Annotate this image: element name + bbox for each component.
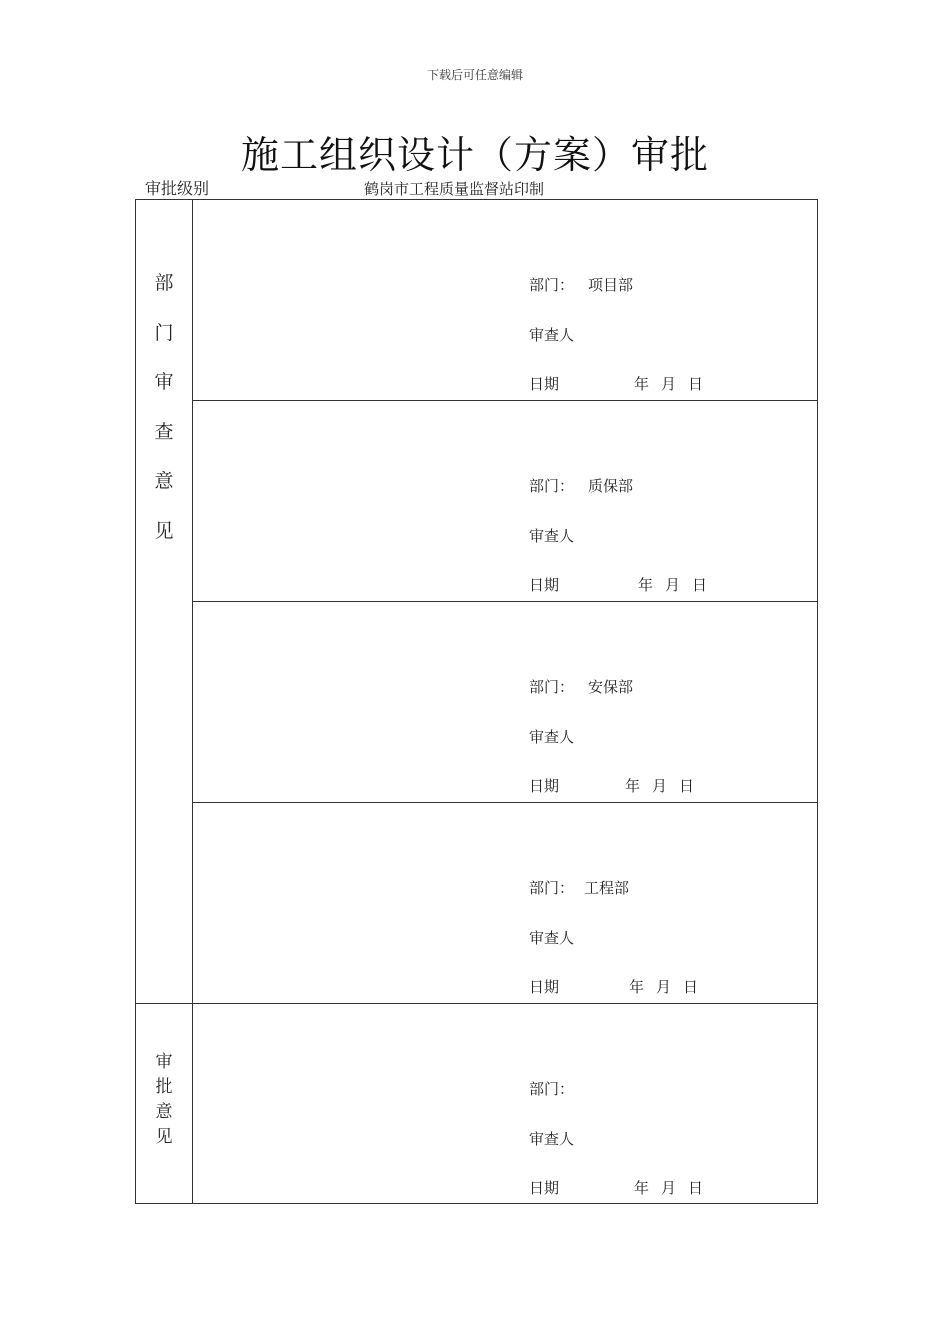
reviewer-label: 审查人 bbox=[529, 326, 575, 344]
date-year: 年 bbox=[634, 375, 650, 393]
review-label-char: 门 bbox=[154, 321, 174, 344]
department-name: 安保部 bbox=[588, 678, 634, 696]
date-month: 月 bbox=[661, 375, 677, 393]
date-parts bbox=[634, 1177, 703, 1198]
reviewer-field bbox=[529, 525, 574, 546]
document-title: 施工组织设计（方案）审批 bbox=[240, 133, 709, 177]
date-parts bbox=[638, 574, 707, 595]
date-month: 月 bbox=[661, 1179, 677, 1197]
review-label-char: 部 bbox=[154, 272, 174, 294]
reviewer-label: 审查人 bbox=[529, 1130, 575, 1148]
date-year: 年 bbox=[638, 576, 654, 594]
department-name: 工程部 bbox=[584, 879, 630, 897]
department-label: 部门： bbox=[529, 477, 575, 495]
department-field bbox=[529, 676, 633, 697]
approval-level-label: 审批级别 bbox=[145, 179, 210, 198]
department-field bbox=[529, 475, 633, 496]
date-day: 日 bbox=[688, 375, 704, 393]
department-name: 质保部 bbox=[588, 477, 634, 495]
review-row-project bbox=[193, 200, 817, 400]
review-label-char: 审 bbox=[154, 371, 174, 394]
department-field bbox=[529, 274, 633, 295]
approval-label-char: 意 bbox=[155, 1102, 173, 1122]
approval-row bbox=[193, 1004, 817, 1204]
date-year: 年 bbox=[629, 978, 645, 996]
date-year: 年 bbox=[634, 1179, 650, 1197]
approval-label-char: 批 bbox=[155, 1077, 173, 1097]
date-month: 月 bbox=[656, 978, 672, 996]
date-label: 日期 bbox=[529, 1179, 560, 1197]
date-field bbox=[529, 1177, 559, 1198]
date-year: 年 bbox=[625, 777, 641, 795]
reviewer-label: 审查人 bbox=[529, 527, 575, 545]
department-label: 部门： bbox=[529, 276, 575, 294]
review-label-char: 见 bbox=[154, 519, 174, 542]
department-label: 部门： bbox=[529, 1080, 575, 1098]
date-month: 月 bbox=[652, 777, 668, 795]
department-label: 部门： bbox=[529, 678, 575, 696]
department-label: 部门： bbox=[529, 879, 575, 897]
date-parts bbox=[625, 775, 694, 796]
department-name: 项目部 bbox=[588, 276, 634, 294]
department-field bbox=[529, 1078, 584, 1099]
review-row-engineering bbox=[193, 803, 817, 1003]
date-parts bbox=[629, 976, 698, 997]
date-label: 日期 bbox=[529, 375, 560, 393]
date-field bbox=[529, 976, 559, 997]
review-row-safety bbox=[193, 602, 817, 802]
date-day: 日 bbox=[692, 576, 708, 594]
reviewer-field bbox=[529, 726, 574, 747]
date-parts bbox=[634, 373, 703, 394]
printer-label: 鹤岗市工程质量监督站印制 bbox=[364, 180, 545, 198]
date-day: 日 bbox=[688, 1179, 704, 1197]
date-label: 日期 bbox=[529, 576, 560, 594]
review-row-quality bbox=[193, 401, 817, 601]
date-label: 日期 bbox=[529, 777, 560, 795]
reviewer-label: 审查人 bbox=[529, 929, 575, 947]
review-label-char: 意 bbox=[154, 470, 174, 493]
date-field bbox=[529, 373, 559, 394]
department-field bbox=[529, 877, 629, 898]
reviewer-field bbox=[529, 927, 574, 948]
top-note: 下载后可任意编辑 bbox=[426, 68, 523, 82]
date-label: 日期 bbox=[529, 978, 560, 996]
approval-label-char: 见 bbox=[155, 1127, 173, 1147]
approval-section-label bbox=[136, 1050, 192, 1150]
date-day: 日 bbox=[683, 978, 699, 996]
date-field bbox=[529, 775, 559, 796]
review-label-char: 查 bbox=[154, 420, 174, 443]
review-section-label bbox=[136, 259, 192, 557]
reviewer-field bbox=[529, 1128, 574, 1149]
reviewer-field bbox=[529, 324, 574, 345]
date-month: 月 bbox=[665, 576, 681, 594]
approval-form-table bbox=[135, 199, 818, 1204]
approval-label-char: 审 bbox=[155, 1052, 173, 1072]
date-field bbox=[529, 574, 559, 595]
reviewer-label: 审查人 bbox=[529, 728, 575, 746]
date-day: 日 bbox=[679, 777, 695, 795]
